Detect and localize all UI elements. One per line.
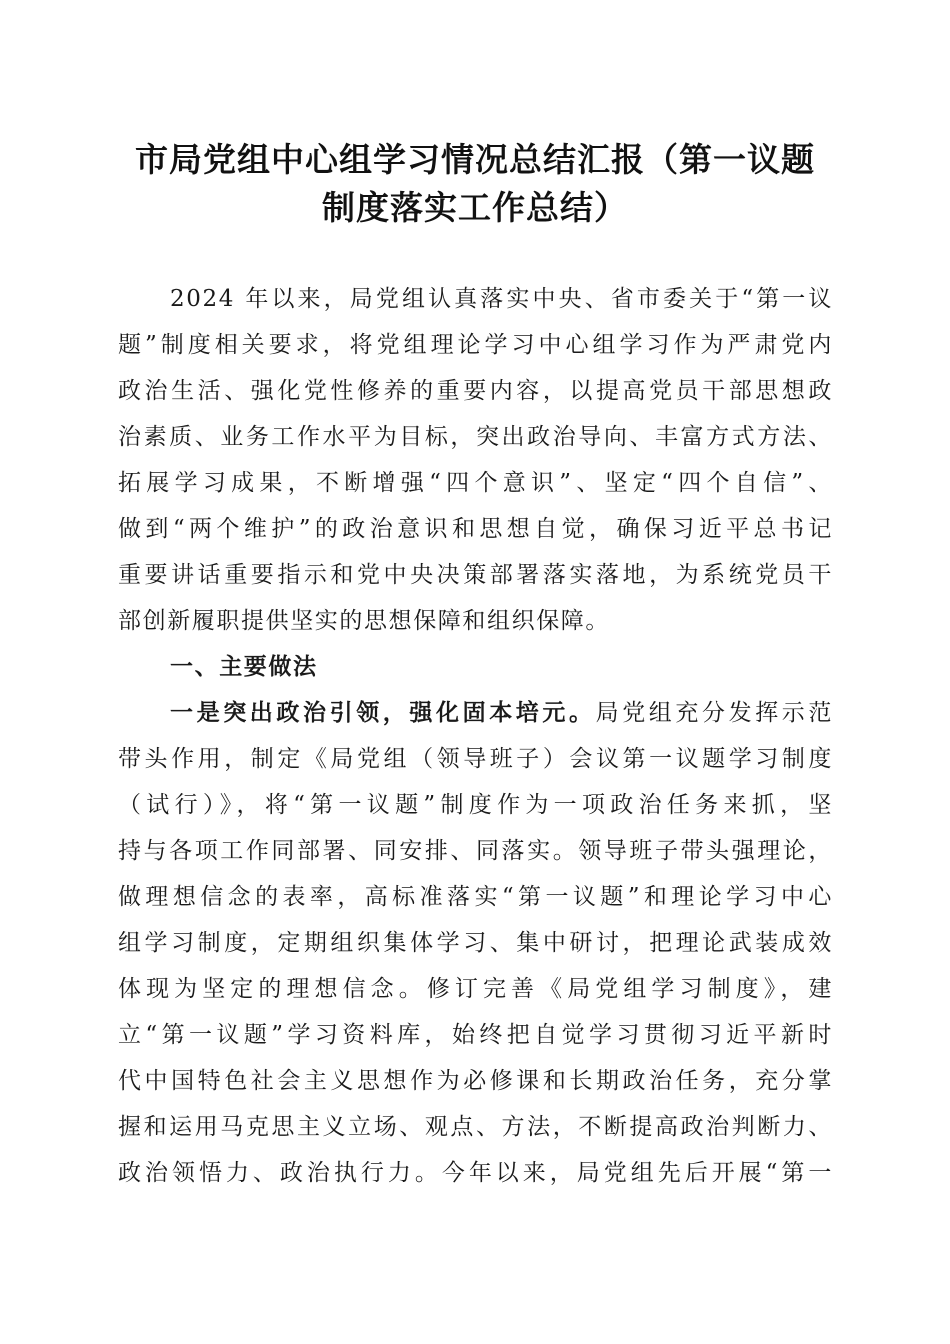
- paragraph-2-lead: 一是突出政治引领，强化固本培元。: [170, 700, 596, 726]
- paragraph-2-line-rest: 局党组充分发挥示范: [595, 700, 833, 726]
- paragraph-1-line: 做到“两个维护”的政治意识和思想自觉，确保习近平总书记: [118, 516, 833, 542]
- document-body: [118, 276, 833, 1196]
- paragraph-1-line: 2024 年以来，局党组认真落实中央、省市委关于“第一议: [170, 286, 833, 312]
- paragraph-2-line: 体现为坚定的理想信念。修订完善《局党组学习制度》，建: [118, 976, 833, 1002]
- paragraph-2-line: 持与各项工作同部署、同安排、同落实。领导班子带头强理论，: [118, 838, 833, 864]
- paragraph-2-line: 带头作用，制定《局党组（领导班子）会议第一议题学习制度: [118, 746, 833, 772]
- paragraph-1-line: 题”制度相关要求，将党组理论学习中心组学习作为严肃党内: [118, 332, 833, 358]
- paragraph-2-line: 立“第一议题”学习资料库，始终把自觉学习贯彻习近平新时: [118, 1022, 833, 1048]
- paragraph-1-line: 重要讲话重要指示和党中央决策部署落实落地，为系统党员干: [118, 562, 833, 588]
- paragraph-2-line: （试行）》，将“第一议题”制度作为一项政治任务来抓，坚: [118, 792, 833, 818]
- title-line-1: 市局党组中心组学习情况总结汇报（第一议题: [135, 140, 815, 179]
- paragraph-2-line: 政治领悟力、政治执行力。今年以来，局党组先后开展“第一: [118, 1160, 833, 1186]
- paragraph-2-line: 握和运用马克思主义立场、观点、方法，不断提高政治判断力、: [118, 1114, 833, 1140]
- section-heading: 一、主要做法: [170, 654, 318, 680]
- paragraph-1-line: 政治生活、强化党性修养的重要内容，以提高党员干部思想政: [118, 378, 833, 404]
- paragraph-2-line: 组学习制度，定期组织集体学习、集中研讨，把理论武装成效: [118, 930, 833, 956]
- paragraph-1-line: 治素质、业务工作水平为目标，突出政治导向、丰富方式方法、: [118, 424, 833, 450]
- paragraph-1-line: 拓展学习成果，不断增强“四个意识”、坚定“四个自信”、: [118, 470, 833, 496]
- document-title: [100, 136, 850, 232]
- paragraph-2-line: [118, 690, 833, 736]
- title-line-2: 制度落实工作总结）: [322, 188, 628, 227]
- paragraph-2-line: 代中国特色社会主义思想作为必修课和长期政治任务，充分掌: [118, 1068, 833, 1094]
- paragraph-2-line: 做理想信念的表率，高标准落实“第一议题”和理论学习中心: [118, 884, 833, 910]
- paragraph-1-line: 部创新履职提供坚实的思想保障和组织保障。: [118, 608, 610, 634]
